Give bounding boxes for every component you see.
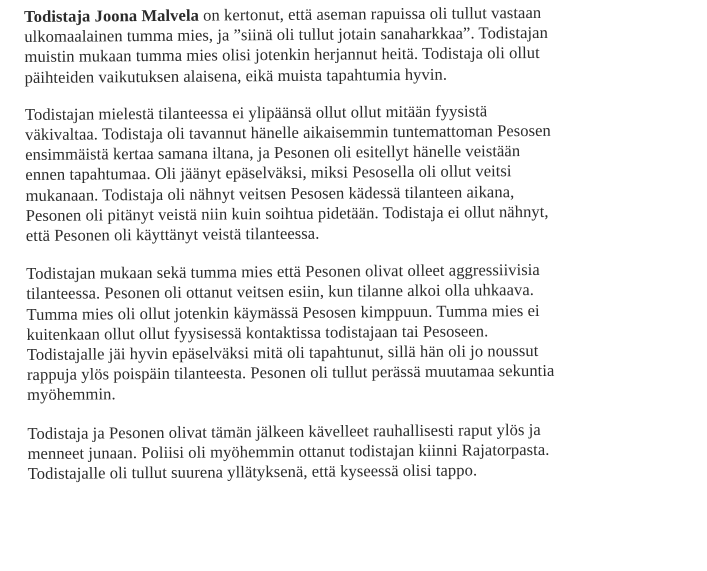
paragraph-2 — [25, 100, 696, 247]
text-line: myöhemmin. — [27, 384, 116, 405]
text-line: tilanteessa. Pesonen oli ottanut veitsen esiin, kun tilanne alkoi olla uhkaava. — [26, 280, 535, 304]
text-line: rappuja ylös poispäin tilanteesta. Pesonen oli tullut perässä muutamaa sekuntia — [26, 361, 555, 385]
text-line: Todistajalle jäi hyvin epäselväksi mitä oli tapahtunut, sillä hän oli jo noussut — [26, 341, 539, 365]
text-line: että Pesonen oli käyttänyt veistä tilanteessa. — [25, 223, 320, 246]
witness-name: Todistaja Joona Malvela — [24, 5, 199, 26]
text-line: ensimmäistä kertaa samana iltana, ja Pesonen oli esitellyt hänelle veistään — [25, 141, 521, 165]
text-line: Tumma mies oli ollut jotenkin käymässä Pesosen kimppuun. Tumma mies ei — [26, 300, 540, 324]
text-line: kuitenkaan ollut ollut fyysisessä kontaktissa todistajaan tai Pesoseen. — [26, 321, 489, 344]
text-line: väkivaltaa. Todistaja oli tavannut hänelle aikaisemmin tuntemattoman Pesosen — [24, 120, 551, 145]
paragraph-4 — [27, 418, 697, 484]
text-line: päihteiden vaikutuksen alaisena, eikä muista tapahtumia hyvin. — [24, 64, 448, 87]
paragraph-3 — [26, 259, 697, 406]
text-line: Todistajan mukaan sekä tumma mies että Pesonen olivat olleet aggressiivisia — [26, 260, 540, 284]
text-line: Pesonen oli pitänyt veistä niin kuin soihtua pidetään. Todistaja ei ollut nähnyt, — [25, 201, 549, 225]
text-line: ennen tapahtumaa. Oli jäänyt epäselväksi, miksi Pesosella oli ollut veitsi — [25, 161, 512, 185]
text-fragment: on kertonut, että aseman rapuissa oli tullut vastaan — [198, 2, 542, 25]
text-line: menneet junaan. Poliisi oli myöhemmin ottanut todistajan kiinni Rajatorpasta. — [27, 439, 550, 463]
text-line: muistin mukaan tumma mies olisi jotenkin herjannut heitä. Todistaja oli ollut — [24, 43, 540, 67]
scanned-document — [24, 0, 698, 484]
text-line: Todistajalle oli tullut suurena yllätyksenä, että kyseessä olisi tappo. — [27, 460, 478, 484]
text-line: Todistajan mielestä tilanteessa ei ylipäänsä ollut ollut mitään fyysistä — [24, 101, 488, 124]
text-line: mukanaan. Todistaja oli nähnyt veitsen Pesosen kädessä tilanteen aikana, — [25, 181, 515, 205]
paragraph-1 — [24, 0, 695, 88]
text-line: Todistaja ja Pesonen olivat tämän jälkeen kävelleet rauhallisesti raput ylös ja — [27, 419, 541, 443]
text-line: ulkomaalainen tumma mies, ja ”siinä oli tullut jotain sanaharkkaa”. Todistajan — [24, 23, 548, 47]
